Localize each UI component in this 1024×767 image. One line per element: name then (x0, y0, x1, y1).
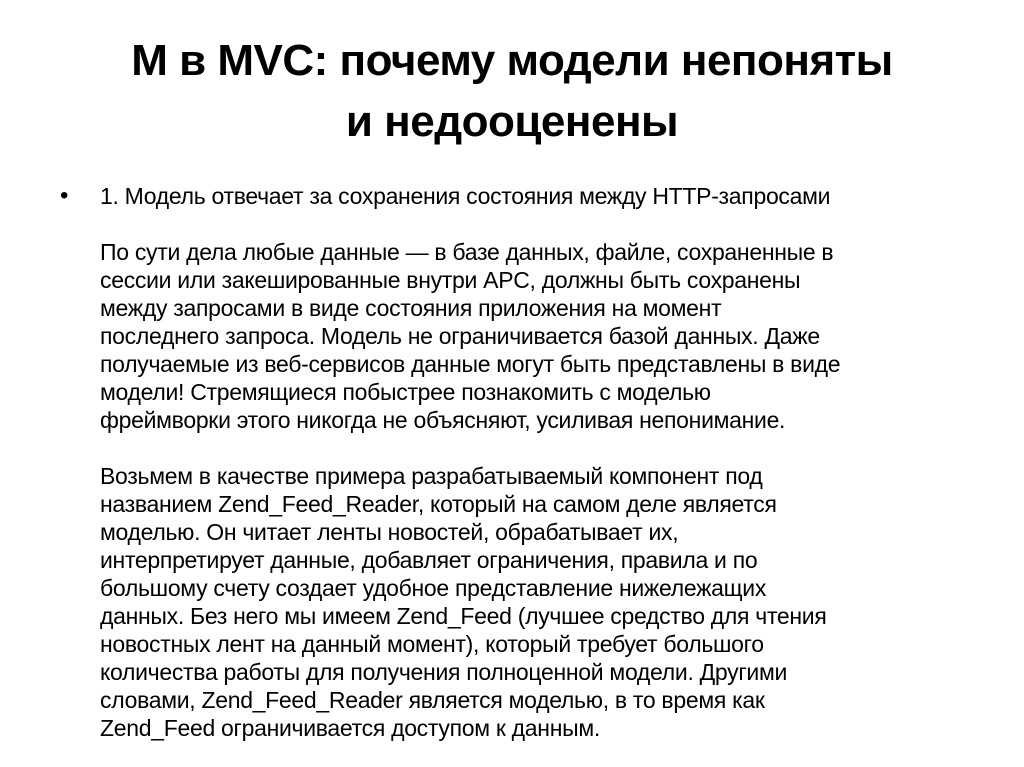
paragraph-1-line: По сути дела любые данные — в базе данных, файле, сохраненные в (100, 239, 834, 265)
paragraph-2-line: словами, Zend_Feed_Reader является моделью, в то время как (100, 687, 765, 713)
paragraph-2 (100, 462, 980, 742)
paragraph-2-line: названием Zend_Feed_Reader, который на самом деле является (100, 491, 777, 517)
paragraph-2-line: большому счету создает удобное представление нижележащих (100, 575, 767, 601)
slide-title (40, 30, 984, 152)
paragraph-1-line: получаемые из веб-сервисов данные могут быть представлены в виде (100, 351, 841, 377)
bullet-text (100, 182, 980, 742)
bullet-heading: 1. Модель отвечает за сохранения состояния между HTTP-запросами (100, 183, 831, 209)
paragraph-1-line: сессии или закешированные внутри APC, должны быть сохранены (100, 267, 801, 293)
paragraph-1-line: последнего запроса. Модель не ограничивается базой данных. Даже (100, 323, 820, 349)
paragraph-gap (100, 434, 980, 462)
paragraph-2-line: новостных лент на данный момент), который требует большого (100, 631, 764, 657)
paragraph-2-line: данных. Без него мы имеем Zend_Feed (лучшее средство для чтения (100, 603, 827, 629)
paragraph-2-line: интерпретирует данные, добавляет ограничения, правила и по (100, 547, 758, 573)
paragraph-1 (100, 238, 980, 434)
paragraph-1-line: между запросами в виде состояния приложения на момент (100, 295, 722, 321)
paragraph-2-line: Zend_Feed ограничивается доступом к данным. (100, 715, 600, 741)
paragraph-1-line: фреймворки этого никогда не объясняют, усиливая непонимание. (100, 407, 786, 433)
paragraph-gap (100, 210, 980, 238)
paragraph-2-line: моделью. Он читает ленты новостей, обрабатывает их, (100, 519, 679, 545)
paragraph-2-line: количества работы для получения полноценной модели. Другими (100, 659, 788, 685)
title-line-2: и недооценены (345, 97, 679, 146)
bullet-point: • (60, 182, 69, 209)
paragraph-1-line: модели! Стремящиеся побыстрее познакомить с моделью (100, 379, 711, 405)
title-line-1: M в MVC: почему модели непоняты (131, 36, 893, 85)
paragraph-2-line: Возьмем в качестве примера разрабатываемый компонент под (100, 463, 763, 489)
